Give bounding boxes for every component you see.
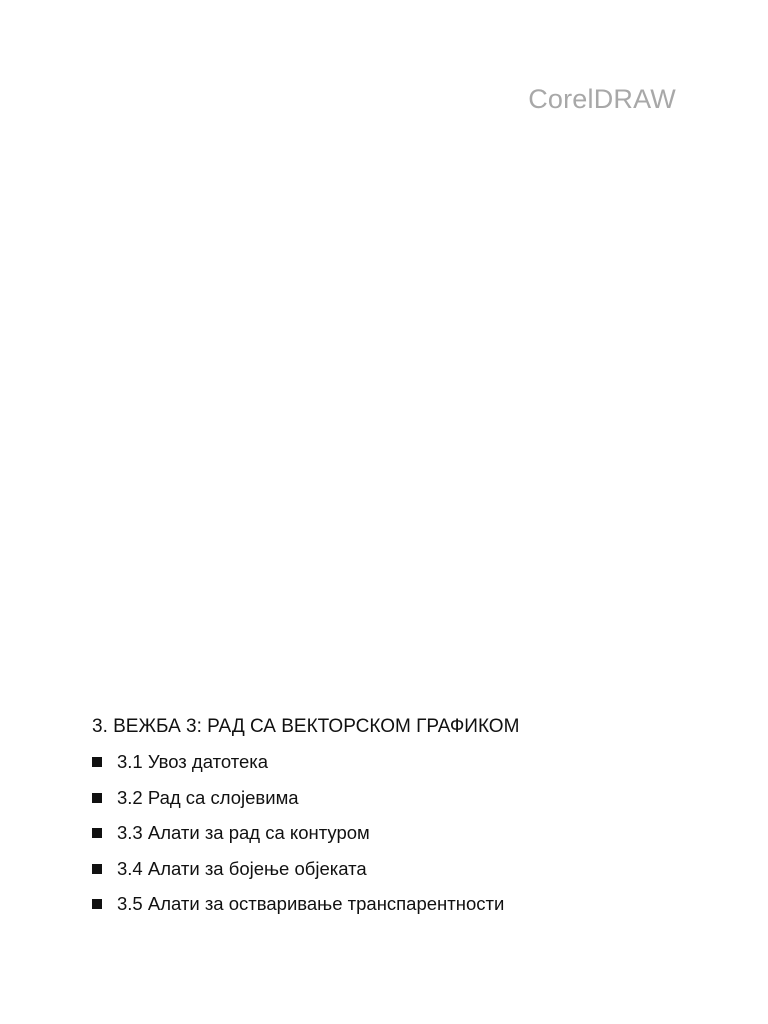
- page-header-brand: CorelDRAW: [528, 84, 676, 114]
- section-label: 3.3 Алати за рад са контуром: [117, 822, 370, 843]
- list-item: [92, 854, 732, 884]
- chapter-title: 3. ВЕЖБА 3: РАД СА ВЕКТОРСКОМ ГРАФИКОМ: [92, 716, 520, 737]
- section-label: 3.2 Рад са слојевима: [117, 786, 299, 808]
- section-label: 3.4 Алати за бојење објеката: [117, 857, 367, 879]
- list-item: [92, 783, 732, 813]
- list-item: [92, 747, 732, 777]
- black-square-icon: [92, 864, 102, 874]
- section-label: 3.5 Алати за остваривање транспарентности: [117, 893, 505, 914]
- black-square-icon: [92, 793, 102, 803]
- black-square-icon: [92, 828, 102, 838]
- section-list: [92, 747, 732, 919]
- chapter-block: [92, 712, 732, 925]
- list-item: [92, 818, 732, 848]
- section-label: 3.1 Увоз датотека: [117, 751, 269, 772]
- list-item: [92, 889, 732, 919]
- black-square-icon: [92, 757, 102, 767]
- black-square-icon: [92, 899, 102, 909]
